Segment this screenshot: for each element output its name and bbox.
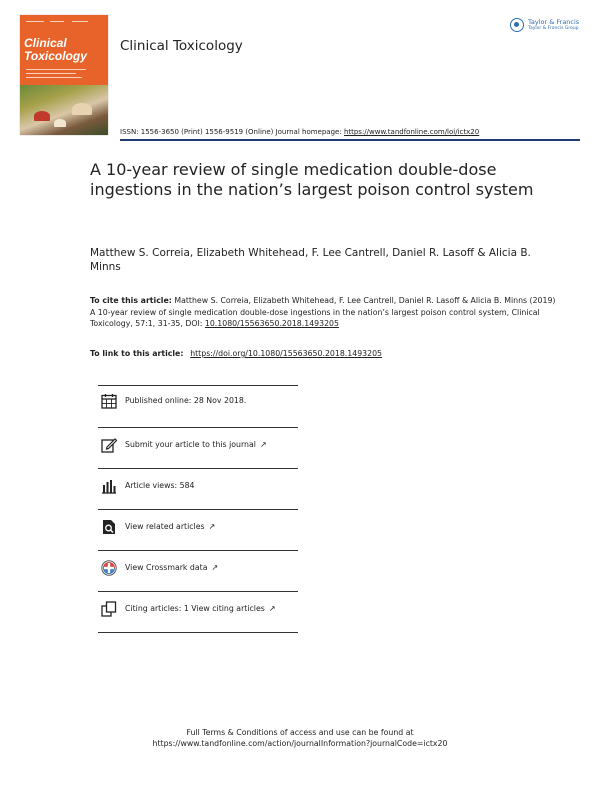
related-articles-link[interactable]: View related articles: [125, 522, 205, 531]
external-link-icon: ↗: [259, 440, 267, 449]
info-divider: [98, 385, 298, 386]
cover-rule: [26, 73, 76, 74]
cover-rule: [26, 77, 82, 78]
publisher-logo-icon: [510, 18, 524, 32]
calendar-icon: [101, 393, 117, 409]
info-divider: [98, 632, 298, 633]
journal-homepage-link[interactable]: https://www.tandfonline.com/loi/ictx20: [343, 128, 480, 136]
article-views-text: Article views: 584: [125, 481, 195, 490]
article-link-line: [90, 348, 560, 359]
crossmark-row[interactable]: [98, 554, 298, 594]
edit-icon: [101, 437, 117, 453]
citation-text: Matthew S. Correia, Elizabeth Whitehead, F. Lee Cantrell, Daniel R. Lasoff & Alicia B. Minns (2019) A 10-year review of single medication double-dose ingestions in the nation’s largest poison control system, Clinical Toxicology, 57:1, 31-35, DOI:: [90, 296, 556, 328]
info-divider: [98, 427, 298, 428]
citation-doi-link[interactable]: 10.1080/15563650.2018.1493205: [204, 319, 339, 328]
journal-cover-image: [20, 15, 108, 135]
publisher-logo: [510, 16, 585, 38]
cover-rule: [50, 21, 64, 22]
published-online-text: Published online: 28 Nov 2018.: [125, 396, 247, 405]
citing-articles-icon: [101, 601, 117, 617]
issn-text: ISSN: 1556-3650 (Print) 1556-9519 (Online) Journal homepage:: [120, 128, 344, 136]
info-divider: [98, 509, 298, 510]
cover-rule: [26, 69, 86, 70]
submit-article-link[interactable]: Submit your article to this journal: [125, 440, 256, 449]
cover-rule: [26, 21, 44, 22]
article-title: A 10-year review of single medication double-dose ingestions in the nation’s largest poison control system: [90, 160, 534, 199]
cover-rule: [72, 21, 88, 22]
publisher-tagline: Taylor & Francis Group: [528, 26, 579, 31]
related-articles-row[interactable]: [98, 513, 298, 553]
info-divider: [98, 591, 298, 592]
bar-chart-icon: [101, 478, 117, 494]
cover-mushroom-photo: [20, 85, 108, 135]
info-divider: [98, 550, 298, 551]
citing-articles-row[interactable]: [98, 595, 298, 635]
cover-title: Clinical Toxicology: [24, 36, 87, 63]
submit-article-row[interactable]: [98, 431, 298, 471]
published-online-row: [98, 387, 298, 427]
external-link-icon: ↗: [208, 522, 216, 531]
citation-label: To cite this article:: [90, 296, 172, 305]
mushroom-cap: [72, 103, 92, 115]
publisher-name: Taylor & Francis: [528, 18, 580, 26]
external-link-icon: ↗: [211, 563, 219, 572]
mushroom-cap: [34, 111, 50, 121]
footer: [0, 727, 600, 749]
mushroom-cap: [54, 119, 66, 127]
article-views-row: [98, 472, 298, 512]
header-divider: [120, 139, 580, 141]
citing-articles-link[interactable]: Citing articles: 1 View citing articles: [125, 604, 265, 613]
crossmark-icon: [101, 560, 117, 576]
article-authors: Matthew S. Correia, Elizabeth Whitehead, F. Lee Cantrell, Daniel R. Lasoff & Alicia B. Minns: [90, 247, 531, 273]
footer-journal-info-link[interactable]: https://www.tandfonline.com/action/journalInformation?journalCode=ictx20: [152, 739, 448, 748]
article-doi-link[interactable]: https://doi.org/10.1080/15563650.2018.1493205: [190, 349, 382, 358]
citation-block: [90, 295, 560, 330]
journal-name[interactable]: Clinical Toxicology: [120, 38, 243, 54]
info-divider: [98, 468, 298, 469]
crossmark-link[interactable]: View Crossmark data: [125, 563, 208, 572]
related-articles-icon: [101, 519, 117, 535]
link-label: To link to this article:: [90, 349, 187, 358]
footer-terms-text: Full Terms & Conditions of access and use can be found at: [186, 728, 414, 737]
issn-line: [120, 128, 479, 136]
external-link-icon: ↗: [268, 604, 276, 613]
